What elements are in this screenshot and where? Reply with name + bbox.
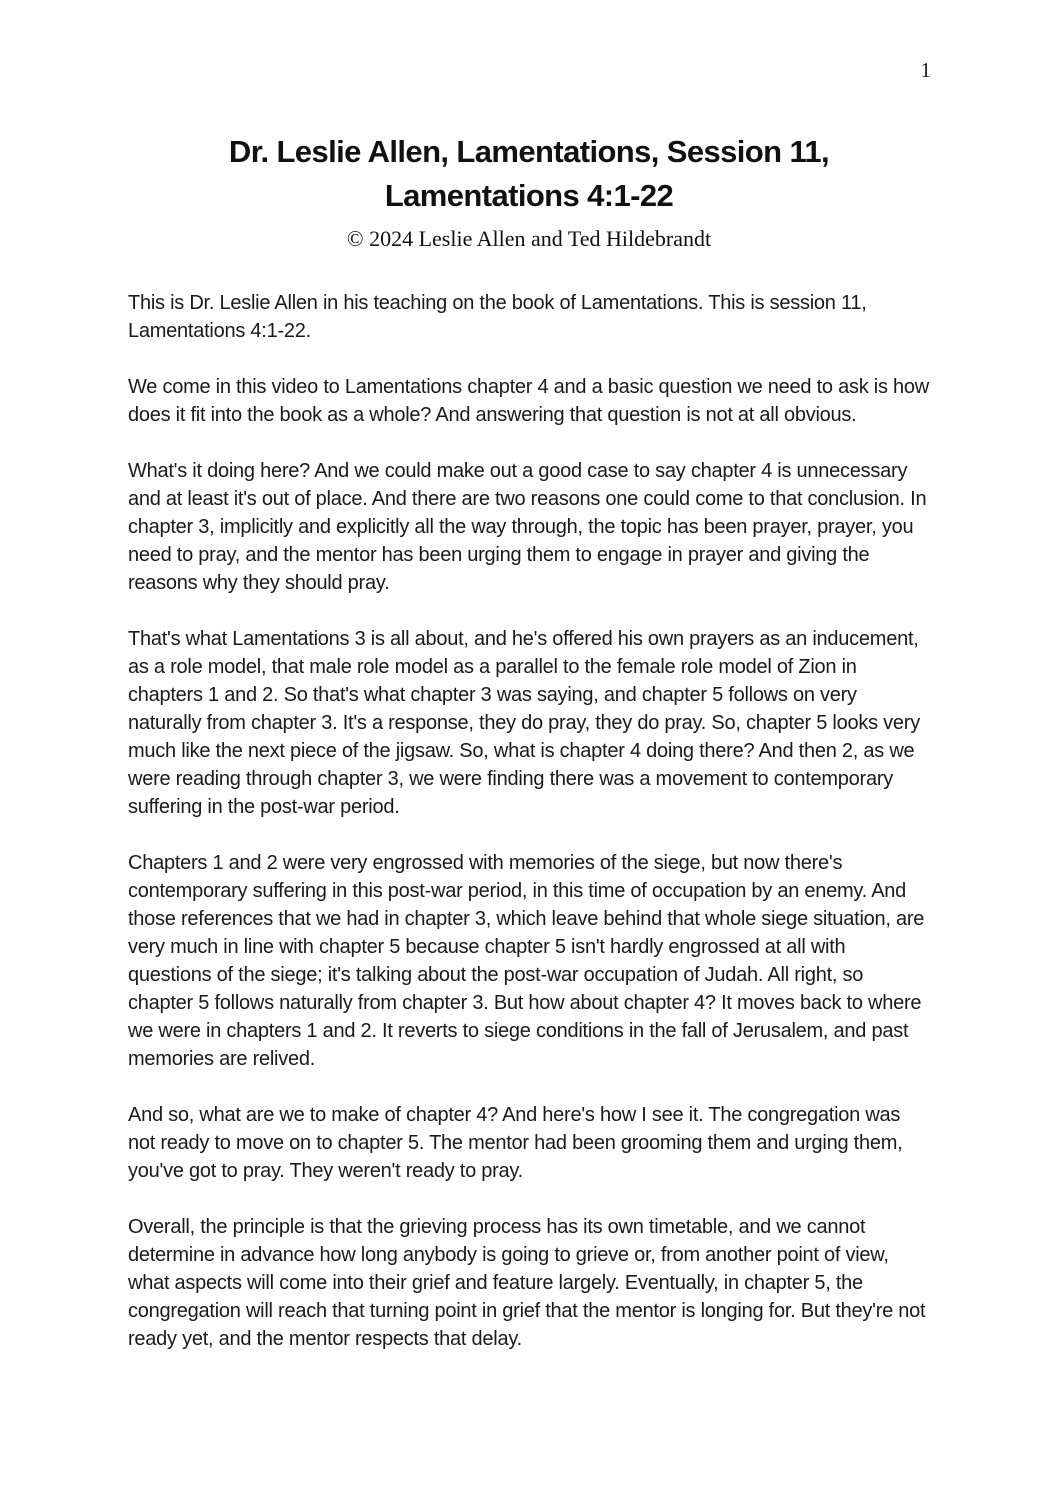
body-text bbox=[128, 289, 930, 1353]
document-title bbox=[128, 130, 930, 218]
paragraph-chapter4-question: What's it doing here? And we could make out a good case to say chapter 4 is unnecessary and at least it's out of place. And there are two reasons one could come to that conclusion. In chapter 3, implicitly and explicitly all the way through, the topic has been prayer, prayer, you need to pray, and the mentor has been urging them to engage in prayer and giving the reasons why they should pray. bbox=[128, 460, 927, 594]
page-number: 1 bbox=[920, 58, 931, 82]
paragraph-congregation: And so, what are we to make of chapter 4? And here's how I see it. The congregation was not ready to move on to chapter 5. The mentor had been grooming them and urging them, you've got to pray. They weren't ready to pray. bbox=[128, 1104, 903, 1182]
paragraph-chapters1-2-siege: Chapters 1 and 2 were very engrossed with memories of the siege, but now there's contemporary suffering in this post-war period, in this time of occupation by an enemy. And those references that we had in chapter 3, which leave behind that whole siege situation, are very much in line with chapter 5 because chapter 5 isn't hardly engrossed at all with questions of the siege; it's talking about the post-war occupation of Judah. All right, so chapter 5 follows naturally from chapter 3. But how about chapter 4? It moves back to where we were in chapters 1 and 2. It reverts to siege conditions in the fall of Jerusalem, and past memories are relived. bbox=[128, 852, 925, 1070]
copyright-line: © 2024 Leslie Allen and Ted Hildebrandt bbox=[346, 226, 712, 251]
paragraph-grieving-process: Overall, the principle is that the grieving process has its own timetable, and we cannot determine in advance how long anybody is going to grieve or, from another point of view, what aspects will come into their grief and feature largely. Eventually, in chapter 5, the congregation will reach that turning point in grief that the mentor is longing for. But they're not ready yet, and the mentor respects that delay. bbox=[128, 1216, 926, 1350]
paragraph-lamentations3: That's what Lamentations 3 is all about, and he's offered his own prayers as an inducement, as a role model, that male role model as a parallel to the female role model of Zion in chapters 1 and 2. So that's what chapter 3 was saying, and chapter 5 follows on very naturally from chapter 3. It's a response, they do pray, they do pray. So, chapter 5 looks very much like the next piece of the jigsaw. So, what is chapter 4 doing there? And then 2, as we were reading through chapter 3, we were finding there was a movement to contemporary suffering in the post-war period. bbox=[128, 628, 920, 818]
title-line-1: Dr. Leslie Allen, Lamentations, Session 11, bbox=[228, 134, 830, 169]
title-line-2: Lamentations 4:1-22 bbox=[384, 178, 674, 213]
paragraph-intro: This is Dr. Leslie Allen in his teaching on the book of Lamentations. This is session 11, Lamentations 4:1-22. bbox=[128, 292, 867, 342]
paragraph-video-intro: We come in this video to Lamentations chapter 4 and a basic question we need to ask is how does it fit into the book as a whole? And answering that question is not at all obvious. bbox=[128, 376, 929, 426]
